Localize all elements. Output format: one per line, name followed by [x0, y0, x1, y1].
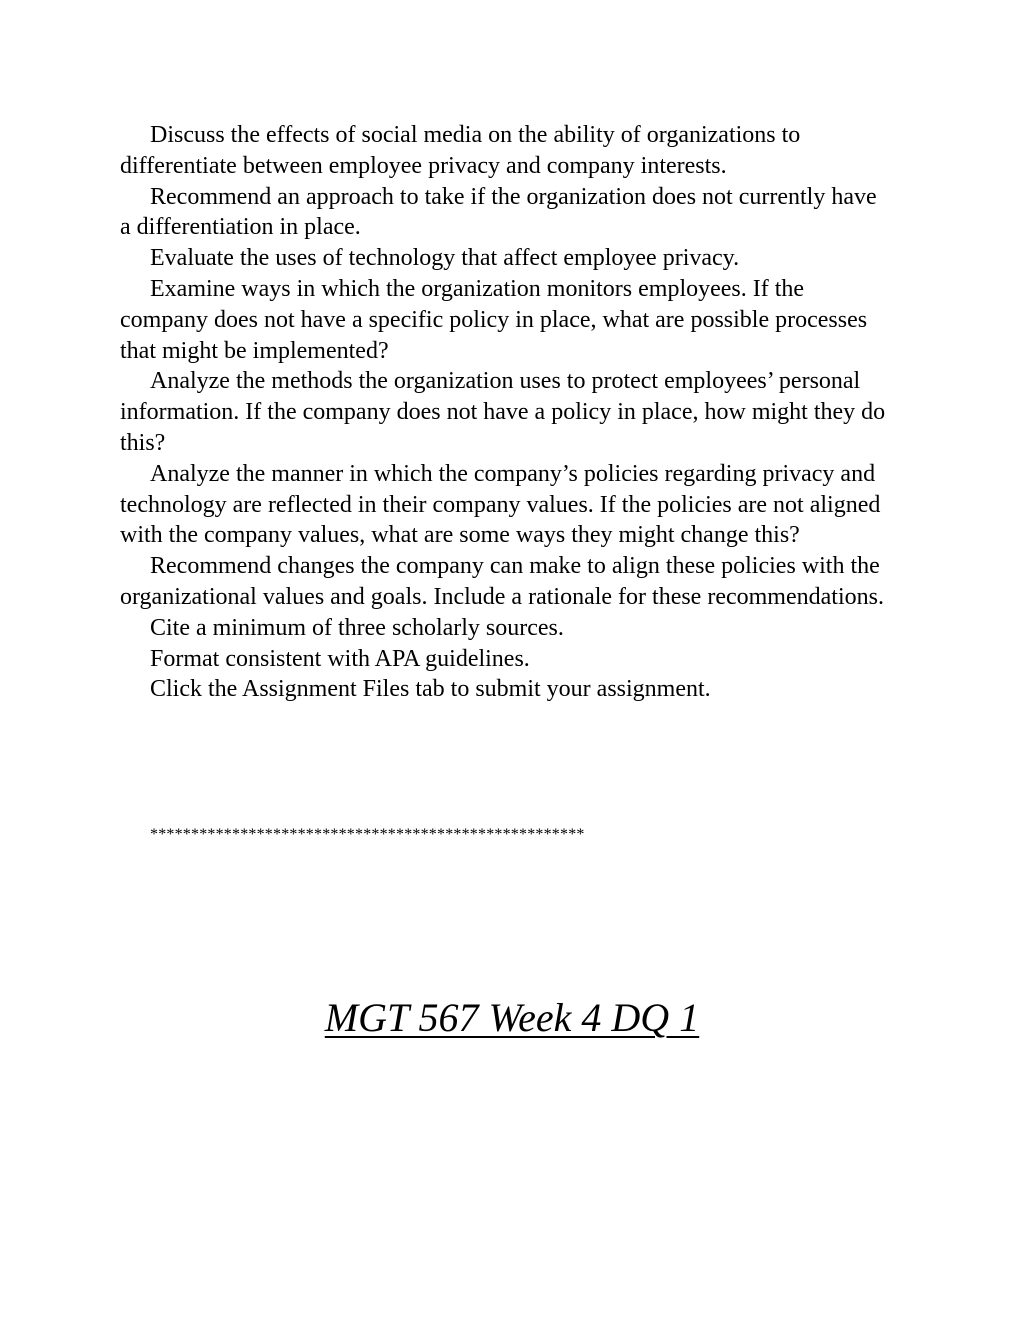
instruction-paragraph: Click the Assignment Files tab to submit your assignment. — [150, 676, 711, 703]
instruction-paragraph: Analyze the manner in which the company’s policies regarding privacy and technology are reflected in their company values. If the policies are not aligned with the company values, what are some ways they might change this? — [120, 460, 881, 549]
instruction-paragraph: Format consistent with APA guidelines. — [150, 645, 530, 672]
instruction-paragraph: Recommend an approach to take if the organization does not currently have a differentiation in place. — [120, 183, 877, 241]
instruction-paragraph: Analyze the methods the organization uses to protect employees’ personal information. If the company does not have a policy in place, how might they do this? — [120, 368, 886, 456]
instruction-paragraph: Cite a minimum of three scholarly sources. — [150, 614, 564, 641]
instruction-paragraph: Evaluate the uses of technology that affect employee privacy. — [150, 245, 740, 272]
instruction-paragraph: Examine ways in which the organization monitors employees. If the company does not have a specific policy in place, what are possible processes that might be implemented? — [120, 275, 868, 364]
assignment-instructions — [120, 120, 890, 705]
instruction-paragraph: Recommend changes the company can make to align these policies with the organizational values and goals. Include a rationale for these recommendations. — [120, 553, 884, 610]
asterisk-separator: ***************************************************** — [150, 826, 585, 843]
section-heading: MGT 567 Week 4 DQ 1 — [324, 995, 700, 1040]
instruction-paragraph: Discuss the effects of social media on the ability of organizations to differentiate between employee privacy and company interests. — [120, 122, 801, 179]
